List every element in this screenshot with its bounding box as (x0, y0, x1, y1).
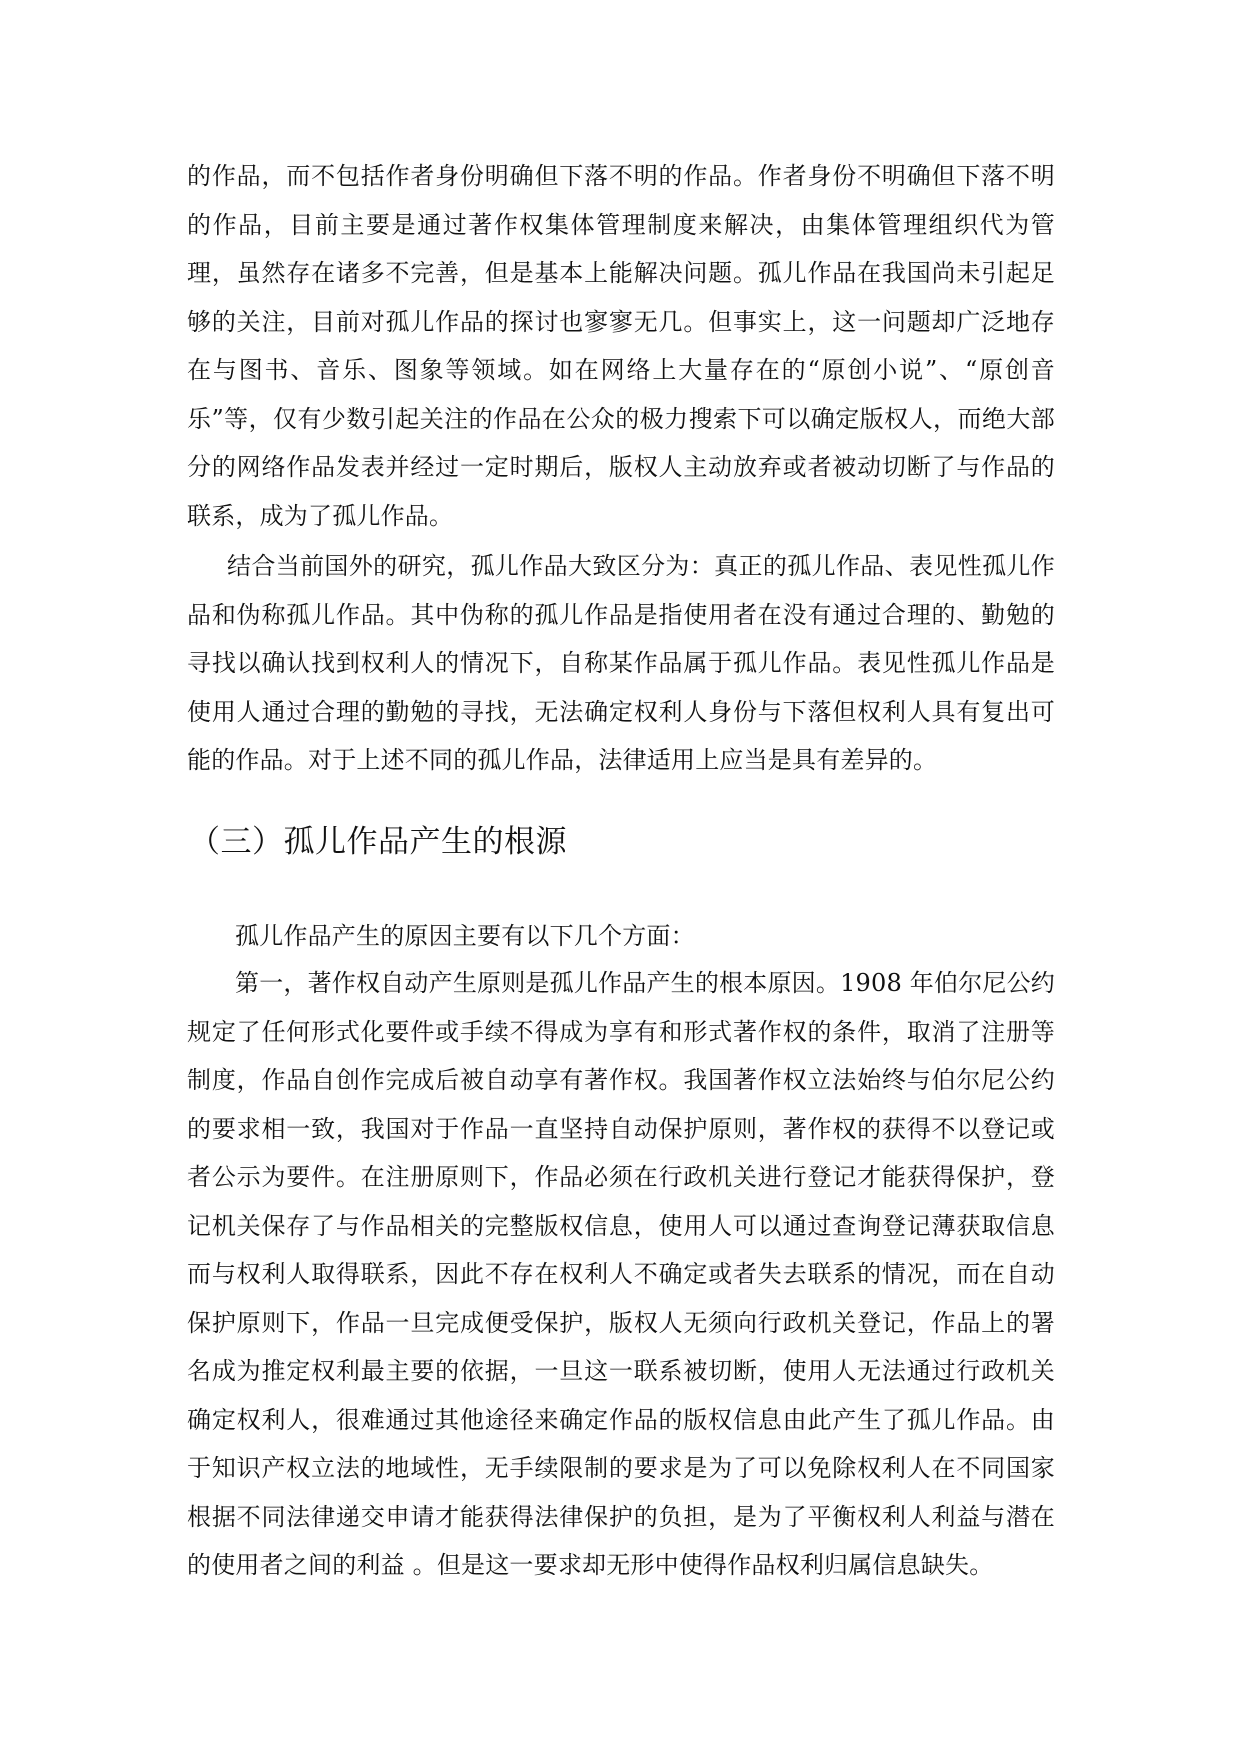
paragraph-intro: 孤儿作品产生的原因主要有以下几个方面： (235, 922, 695, 950)
paragraph-first-reason: 第一，著作权自动产生原则是孤儿作品产生的根本原因。1908 年伯尔尼公约规定了任何形式化要件或手续不得成为享有和形式著作权的条件，取消了注册等制度，作品自创作完成后被自动享有著作权。我国著作权立法始终与伯尔尼公约的要求相一致，我国对于作品一直坚持自动保护原则，著作权的获得不以登记或者公示为要件。在注册原则下，作品必须在行政机关进行登记才能获得保护，登记机关保存了与作品相关的完整版权信息，使用人可以通过查询登记薄获取信息而与权利人取得联系，因此不存在权利人不确定或者失去联系的情况，而在自动保护原则下，作品一旦完成便受保护，版权人无须向行政机关登记，作品上的署名成为推定权利最主要的依据，一旦这一联系被切断，使用人无法通过行政机关确定权利人，很难通过其他途径来确定作品的版权信息由此产生了孤儿作品。由于知识产权立法的地域性，无手续限制的要求是为了可以免除权利人在不同国家根据不同法律递交申请才能获得法律保护的负担，是为了平衡权利人利益与潜在的使用者之间的利益 。但是这一要求却无形中使得作品权利归属信息缺失。 (187, 969, 1055, 1579)
paragraph-continuation: 的作品，而不包括作者身份明确但下落不明的作品。作者身份不明确但下落不明的作品，目前主要是通过著作权集体管理制度来解决，由集体管理组织代为管理，虽然存在诸多不完善，但是基本上能解决问题。孤儿作品在我国尚未引起足够的关注，目前对孤儿作品的探讨也寥寥无几。但事实上，这一问题却广泛地存在与图书、音乐、图象等领域。如在网络上大量存在的“原创小说”、“原创音乐”等，仅有少数引起关注的作品在公众的极力搜索下可以确定版权人，而绝大部分的网络作品发表并经过一定时期后，版权人主动放弃或者被动切断了与作品的联系，成为了孤儿作品。 (187, 162, 1055, 530)
paragraph-classification: 结合当前国外的研究，孤儿作品大致区分为：真正的孤儿作品、表见性孤儿作品和伪称孤儿作品。其中伪称的孤儿作品是指使用者在没有通过合理的、勤勉的 寻找以确认找到权利人的情况下，自称某作品属于孤儿作品。表见性孤儿作品是使用人通过合理的勤勉的寻找，无法确定权利人身份与下落但权利人具有复出可能的作品。对于上述不同的孤儿作品，法律适用上应当是具有差异的。 (187, 552, 1055, 774)
section-heading: （三）孤儿作品产生的根源 (189, 824, 567, 860)
